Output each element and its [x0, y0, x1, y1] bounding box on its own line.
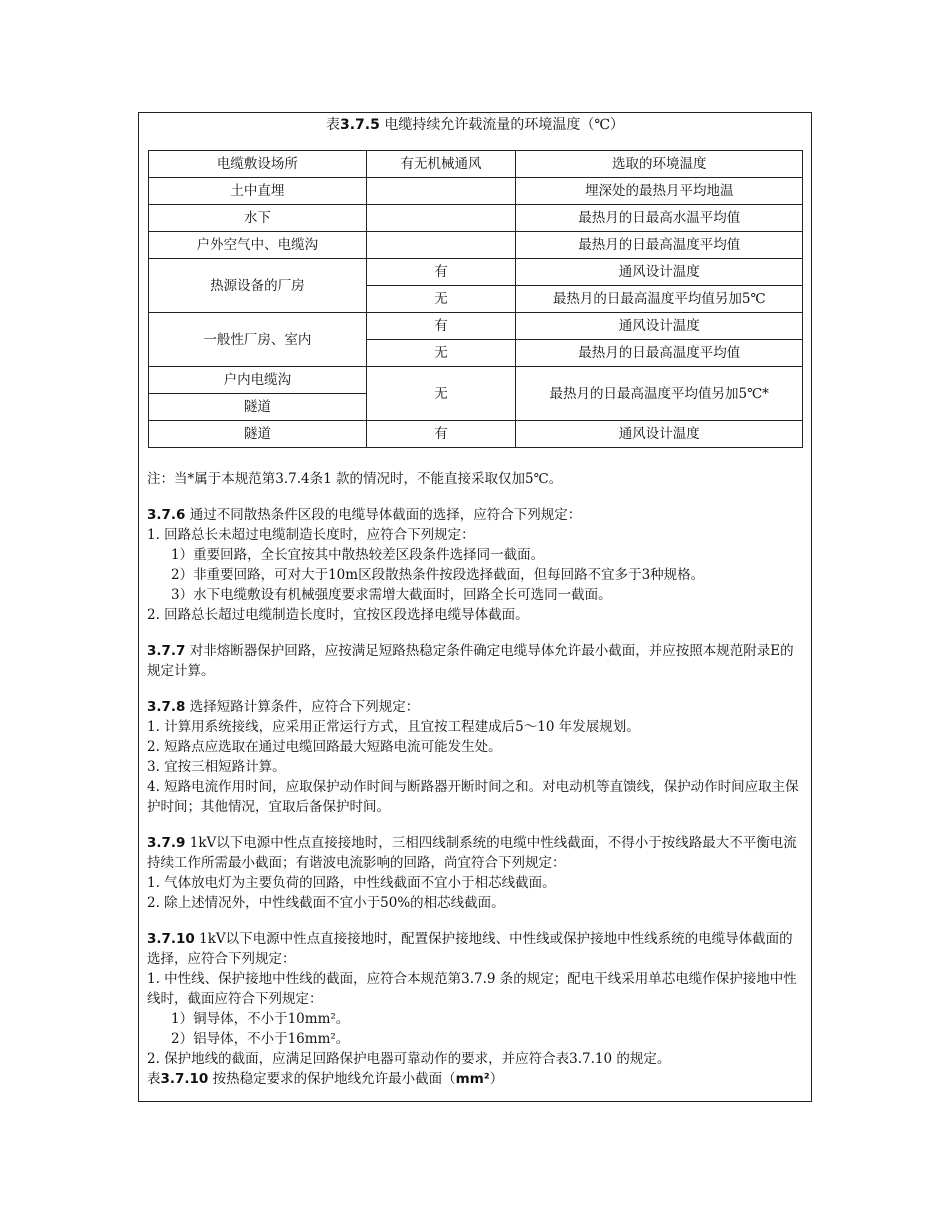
clause-title: 通过不同散热条件区段的电缆导体截面的选择，应符合下列规定：: [185, 507, 582, 523]
table-cell: 最热月的日最高温度平均值另加5℃: [516, 286, 803, 313]
table-row: [149, 259, 803, 286]
clause-subitem: 2）非重要回路，可对大于10m区段散热条件按段选择截面，但每回路不宜多于3种规格。: [171, 567, 705, 583]
table-row: [149, 232, 803, 259]
table-cell: 土中直埋: [149, 178, 367, 205]
clause-item: 1. 气体放电灯为主要负荷的回路，中性线截面不宜小于相芯线截面。: [147, 875, 556, 891]
table-cell: 通风设计温度: [516, 313, 803, 340]
clause-3-7-9: [147, 833, 805, 873]
table-row: [149, 178, 803, 205]
clause-subitem: 2）铝导体，不小于16mm²。: [171, 1031, 350, 1047]
table-cell: 一般性厂房、室内: [149, 313, 367, 367]
caption-close: ）: [489, 1071, 504, 1087]
table-cell: 无: [366, 286, 516, 313]
clause-number: 3.7.8: [147, 699, 186, 715]
clause-subitem: 1）铜导体，不小于10mm²。: [171, 1011, 350, 1027]
caption-prefix: 表: [147, 1071, 161, 1087]
clause-item: 2. 除上述情况外，中性线截面不宜小于50%的相芯线截面。: [147, 895, 505, 911]
clause-title: 选择短路计算条件，应符合下列规定：: [185, 699, 420, 715]
table-cell: 最热月的日最高温度平均值: [516, 232, 803, 259]
clause-item: 2. 回路总长超过电缆制造长度时，宜按区段选择电缆导体截面。: [147, 607, 529, 623]
table-cell: 水下: [149, 205, 367, 232]
clause-subitem: 3）水下电缆敷设有机械强度要求需增大截面时，回路全长可选同一截面。: [171, 587, 612, 603]
clause-number: 3.7.6: [147, 507, 186, 523]
table-cell: 隧道: [149, 394, 367, 421]
caption-unit: mm²: [455, 1071, 490, 1087]
table-3-7-10-caption: [147, 1069, 805, 1089]
clause-item: 2. 保护地线的截面，应满足回路保护电器可靠动作的要求，并应符合表3.7.10 的规定。: [147, 1051, 671, 1067]
table-cell: 户内电缆沟: [149, 367, 367, 394]
table-cell: 埋深处的最热月平均地温: [516, 178, 803, 205]
table-cell: 户外空气中、电缆沟: [149, 232, 367, 259]
clause-subitem: 1）重要回路，全长宜按其中散热较差区段条件选择同一截面。: [171, 547, 545, 563]
clause-text: 1kV以下电源中性点直接接地时，三相四线制系统的电缆中性线截面，不得小于按线路最大不平衡电流持续工作所需最小截面；有谐波电流影响的回路，尚宜符合下列规定：: [147, 835, 797, 871]
clause-item: 1. 回路总长未超过电缆制造长度时，应符合下列规定：: [147, 527, 475, 543]
table-note: 注：当*属于本规范第3.7.4条1 款的情况时，不能直接采取仅加5℃。: [147, 471, 563, 487]
clause-number: 3.7.7: [147, 643, 186, 659]
table-cell: 隧道: [149, 421, 367, 448]
table-cell: 有: [366, 313, 516, 340]
clause-item: 3. 宜按三相短路计算。: [147, 759, 286, 775]
clause-text: 对非熔断器保护回路，应按满足短路热稳定条件确定电缆导体允许最小截面，并应按照本规范附录E的规定计算。: [147, 643, 794, 679]
header-cell: 选取的环境温度: [516, 151, 803, 178]
header-cell: 有无机械通风: [366, 151, 516, 178]
table-cell: 热源设备的厂房: [149, 259, 367, 313]
clause-item: 4. 短路电流作用时间，应取保护动作时间与断路器开断时间之和。对电动机等直馈线，保护动作时间应取主保护时间；其他情况，宜取后备保护时间。: [147, 779, 799, 815]
table-cell: [366, 178, 516, 205]
table-cell: 通风设计温度: [516, 421, 803, 448]
clause-3-7-8-title: [147, 697, 805, 717]
caption-text: 按热稳定要求的保护地线允许最小截面（: [208, 1071, 456, 1087]
table-3-7-5-caption: [139, 115, 811, 135]
caption-text: 电缆持续允许载流量的环境温度（℃）: [379, 117, 624, 133]
table-cell: 无: [366, 340, 516, 367]
table-cell: 最热月的日最高水温平均值: [516, 205, 803, 232]
table-row: [149, 367, 803, 394]
clause-item: 1. 计算用系统接线，应采用正常运行方式，且宜按工程建成后5～10 年发展规划。: [147, 719, 640, 735]
table-cell: 有: [366, 421, 516, 448]
table-row: [149, 421, 803, 448]
table-row: [149, 205, 803, 232]
clause-3-7-7: [147, 641, 805, 681]
table-cell: [366, 232, 516, 259]
clause-item: 1. 中性线、保护接地中性线的截面，应符合本规范第3.7.9 条的规定；配电干线采用单芯电缆作保护接地中性线时，截面应符合下列规定：: [147, 971, 797, 1007]
clause-3-7-6-title: [147, 505, 805, 525]
table-cell: 最热月的日最高温度平均值另加5℃*: [516, 367, 803, 421]
table-cell: 最热月的日最高温度平均值: [516, 340, 803, 367]
caption-number: 3.7.10: [160, 1071, 209, 1087]
clauses-body: [147, 469, 805, 1089]
clause-text: 1kV以下电源中性点直接接地时，配置保护接地线、中性线或保护接地中性线系统的电缆导体截面的选择，应符合下列规定：: [147, 931, 793, 967]
clause-number: 3.7.9: [147, 835, 186, 851]
table-cell: [366, 205, 516, 232]
clause-number: 3.7.10: [147, 931, 195, 947]
document-frame: [138, 112, 812, 1102]
table-header-row: [149, 151, 803, 178]
table-cell: 无: [366, 367, 516, 421]
caption-prefix: 表: [326, 117, 340, 133]
caption-number: 3.7.5: [340, 117, 380, 133]
ambient-temperature-table: [148, 150, 803, 448]
clause-3-7-10: [147, 929, 805, 969]
clause-item: 2. 短路点应选取在通过电缆回路最大短路电流可能发生处。: [147, 739, 502, 755]
table-cell: 有: [366, 259, 516, 286]
header-cell: 电缆敷设场所: [149, 151, 367, 178]
table-cell: 通风设计温度: [516, 259, 803, 286]
table-row: [149, 313, 803, 340]
